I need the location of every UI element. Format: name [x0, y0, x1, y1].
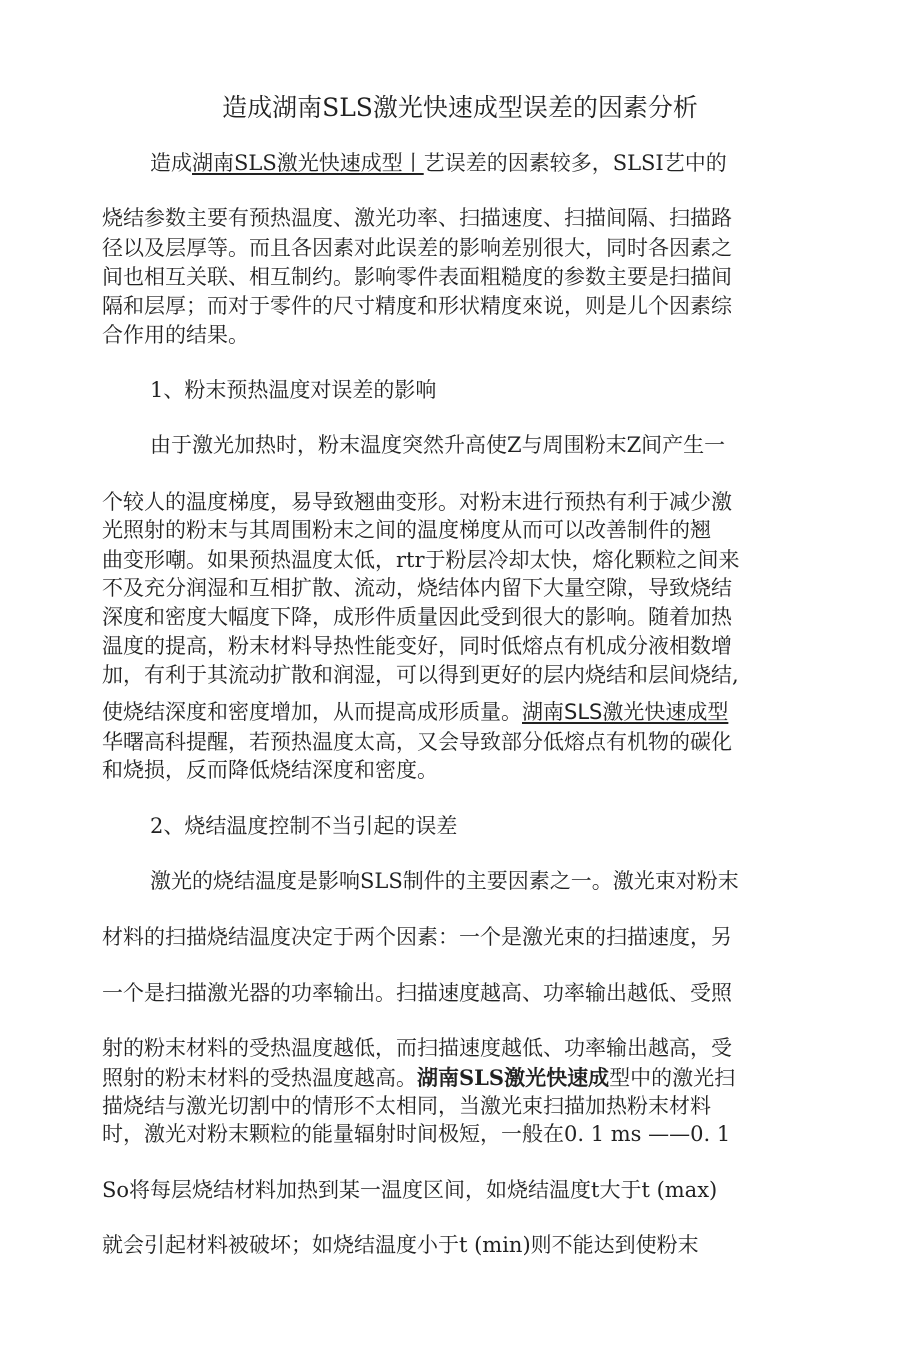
paragraph-line: 一个是扫描激光器的功率输出。扫描速度越高、功率输出越低、受照: [102, 981, 732, 1005]
paragraph-line: 合作用的结果。: [102, 323, 249, 347]
paragraph-line: 个较人的温度梯度，易导致翘曲变形。对粉末进行预热有利于减少激: [102, 490, 732, 514]
paragraph-line: 和烧损，反而降低烧结深度和密度。: [102, 758, 438, 782]
paragraph-line: 径以及层厚等。而且各因素对此误差的影响差别很大，同时各因素之: [102, 236, 732, 260]
section-heading: 2、烧结温度控制不当引起的误差: [150, 814, 458, 838]
section-heading: 1、粉末预热温度对误差的影响: [150, 378, 437, 402]
paragraph-line: 射的粉末材料的受热温度越低，而扫描速度越低、功率输出越高，受: [102, 1036, 732, 1060]
paragraph-line: 由于激光加热时，粉末温度突然升高使Z与周围粉末Z间产生一: [150, 433, 726, 457]
paragraph-line: 加，有利于其流动扩散和润湿，可以得到更好的层内烧结和层间烧结,: [102, 663, 739, 687]
page-title: 造成湖南SLS激光快速成型误差的因素分析: [222, 93, 698, 122]
paragraph-line: So将每层烧结材料加热到某一温度区间，如烧结温度t大于t (max): [102, 1178, 718, 1202]
paragraph-line: 造成湖南SLS激光快速成型丨艺误差的因素较多，SLSI艺中的: [150, 151, 727, 175]
paragraph-line: 照射的粉末材料的受热温度越高。湖南SLS激光快速成型中的激光扫: [102, 1065, 736, 1090]
paragraph-line: 温度的提高，粉末材料导热性能变好，同时低熔点有机成分液相数增: [102, 634, 732, 658]
hunan-sls-link[interactable]: 湖南SLS激光快速成型丨: [192, 151, 424, 175]
paragraph-line: 激光的烧结温度是影响SLS制件的主要因素之一。激光束对粉末: [150, 869, 739, 893]
paragraph-line: 烧结参数主要有预热温度、激光功率、扫描速度、扫描间隔、扫描路: [102, 206, 732, 230]
paragraph-line: 间也相互关联、相互制约。影响零件表面粗糙度的参数主要是扫描间: [102, 265, 732, 289]
hunan-sls-bold-text: 湖南SLS激光快速成: [417, 1065, 610, 1090]
hunan-sls-link[interactable]: 湖南SLS激光快速成型: [522, 700, 729, 724]
paragraph-line: 不及充分润湿和互相扩散、流动，烧结体内留下大量空隙，导致烧结: [102, 576, 732, 600]
paragraph-line: 材料的扫描烧结温度决定于两个因素：一个是激光束的扫描速度，另: [102, 925, 732, 949]
paragraph-line: 描烧结与激光切割中的情形不太相同，当激光束扫描加热粉末材料: [102, 1094, 711, 1118]
paragraph-line: 就会引起材料被破坏；如烧结温度小于t (min)则不能达到使粉末: [102, 1233, 699, 1257]
paragraph-line: 光照射的粉末与其周围粉末之间的温度梯度从而可以改善制件的翘: [102, 518, 711, 542]
paragraph-line: 时，激光对粉末颗粒的能量辐射时间极短，一般在0. 1 ms ——0. 1: [102, 1122, 731, 1146]
paragraph-line: 华曙高科提醒，若预热温度太高，又会导致部分低熔点有机物的碳化: [102, 730, 732, 754]
paragraph-line: 深度和密度大幅度下降，成形件质量因此受到很大的影响。随着加热: [102, 605, 732, 629]
paragraph-line: 使烧结深度和密度增加，从而提高成形质量。湖南SLS激光快速成型: [102, 700, 729, 724]
paragraph-line: 隔和层厚；而对于零件的尺寸精度和形状精度來说，则是儿个因素综: [102, 294, 732, 318]
paragraph-line: 曲变形嘲。如果预热温度太低，rtr于粉层冷却太快，熔化颗粒之间来: [102, 548, 740, 572]
